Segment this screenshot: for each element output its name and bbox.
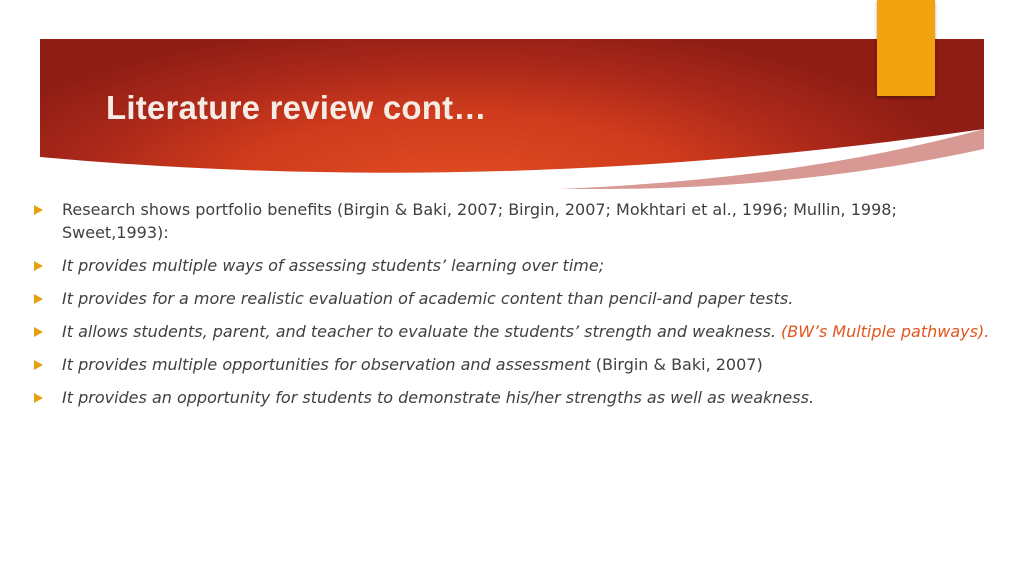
bullet-text: Research shows portfolio benefits (Birgin & Baki, 2007; Birgin, 2007; Mokhtari et al., 1996; Mullin, 1998; Sweet,1993): xyxy=(62,200,897,242)
bullet-item xyxy=(34,386,994,409)
bullet-text: It allows students, parent, and teacher to evaluate the students’ strength and weakness. xyxy=(62,322,776,341)
triangle-bullet-icon xyxy=(34,393,43,403)
bullet-text: It provides an opportunity for students to demonstrate his/her strengths as well as weakness. xyxy=(62,388,815,407)
bullet-item xyxy=(34,320,994,343)
triangle-bullet-icon xyxy=(34,205,43,215)
orange-tab-decoration xyxy=(877,0,935,96)
title-banner xyxy=(40,39,984,189)
bullet-text: It provides multiple opportunities for observation and assessment xyxy=(62,355,591,374)
bullet-accent-text: (BW’s Multiple pathways). xyxy=(775,322,990,341)
triangle-bullet-icon xyxy=(34,360,43,370)
bullet-item xyxy=(34,198,994,244)
triangle-bullet-icon xyxy=(34,294,43,304)
bullet-text: It provides multiple ways of assessing students’ learning over time; xyxy=(62,256,605,275)
bullet-item xyxy=(34,254,994,277)
bullet-list xyxy=(34,198,994,419)
bullet-text: It provides for a more realistic evaluation of academic content than pencil-and paper tests. xyxy=(62,289,794,308)
slide-title: Literature review cont… xyxy=(106,89,487,126)
triangle-bullet-icon xyxy=(34,261,43,271)
bullet-item xyxy=(34,287,994,310)
triangle-bullet-icon xyxy=(34,327,43,337)
bullet-item xyxy=(34,353,994,376)
bullet-citation-text: (Birgin & Baki, 2007) xyxy=(590,355,763,374)
